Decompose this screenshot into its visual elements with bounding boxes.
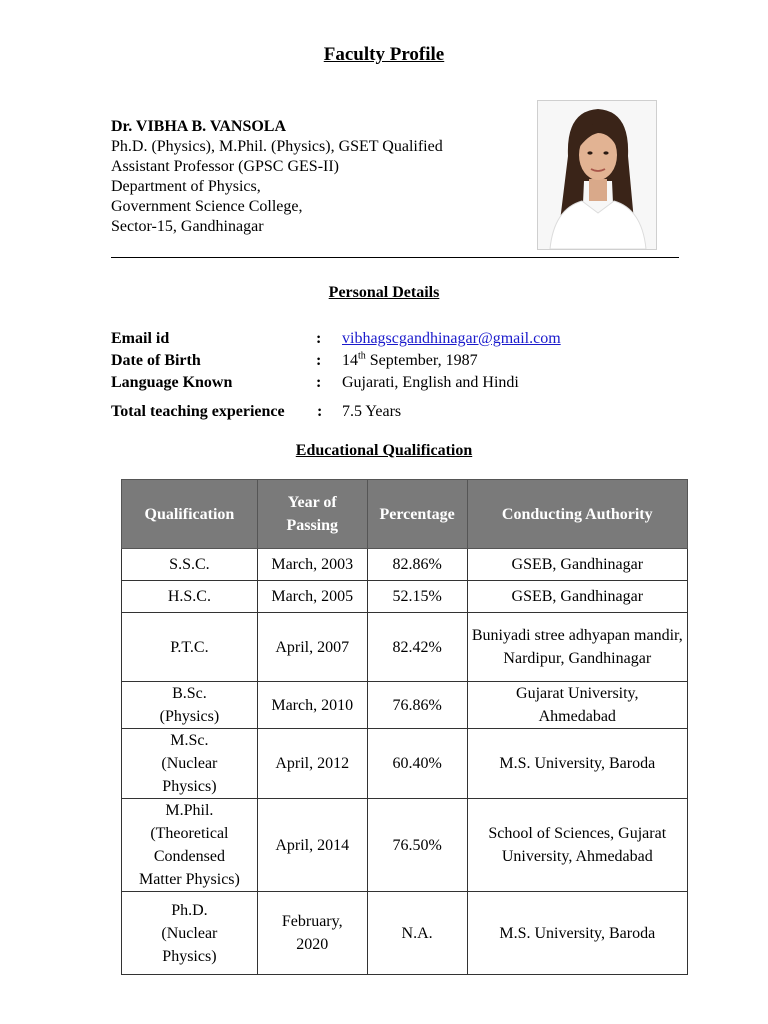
percentage-cell: 82.86% bbox=[367, 549, 467, 581]
profile-header bbox=[111, 117, 443, 237]
table-row bbox=[122, 729, 688, 799]
table-row bbox=[122, 892, 688, 975]
authority-cell: M.S. University, Baroda bbox=[467, 892, 687, 975]
colon: : bbox=[317, 403, 323, 420]
language-label: Language Known bbox=[111, 374, 233, 391]
profile-line: Department of Physics, bbox=[111, 178, 261, 195]
email-value bbox=[342, 329, 561, 349]
table-row bbox=[122, 799, 688, 892]
table-header-row bbox=[122, 480, 688, 549]
table-row bbox=[122, 549, 688, 581]
qualification-cell: B.Sc. (Physics) bbox=[122, 682, 258, 729]
qualification-cell: Ph.D. (Nuclear Physics) bbox=[122, 892, 258, 975]
authority-cell: GSEB, Gandhinagar bbox=[467, 581, 687, 613]
experience-label: Total teaching experience bbox=[111, 403, 285, 420]
profile-line: Ph.D. (Physics), M.Phil. (Physics), GSET Qualified bbox=[111, 138, 443, 155]
experience-value: 7.5 Years bbox=[342, 403, 402, 420]
colon: : bbox=[316, 374, 322, 391]
column-header-percentage: Percentage bbox=[367, 480, 467, 549]
header-divider bbox=[111, 257, 679, 258]
year-cell: April, 2012 bbox=[257, 729, 367, 799]
authority-cell: Buniyadi stree adhyapan mandir, Nardipur, Gandhinagar bbox=[467, 613, 687, 682]
colon: : bbox=[316, 352, 322, 369]
authority-cell: School of Sciences, Gujarat University, Ahmedabad bbox=[467, 799, 687, 892]
percentage-cell: 60.40% bbox=[367, 729, 467, 799]
percentage-cell: 76.50% bbox=[367, 799, 467, 892]
dob-row bbox=[111, 351, 671, 371]
education-table bbox=[121, 479, 688, 975]
dob-day: 14 bbox=[342, 352, 358, 369]
authority-cell: Gujarat University, Ahmedabad bbox=[467, 682, 687, 729]
year-cell: March, 2005 bbox=[257, 581, 367, 613]
column-header-authority: Conducting Authority bbox=[467, 480, 687, 549]
year-cell: April, 2014 bbox=[257, 799, 367, 892]
qualification-cell: H.S.C. bbox=[122, 581, 258, 613]
page-title: Faculty Profile bbox=[323, 44, 445, 65]
profile-line: Government Science College, bbox=[111, 198, 303, 215]
authority-cell: M.S. University, Baroda bbox=[467, 729, 687, 799]
profile-line: Assistant Professor (GPSC GES-II) bbox=[111, 158, 339, 175]
year-cell: March, 2003 bbox=[257, 549, 367, 581]
profile-line: Sector-15, Gandhinagar bbox=[111, 218, 264, 235]
portrait-image bbox=[538, 101, 656, 249]
language-row bbox=[111, 373, 671, 393]
column-header-year: Year of Passing bbox=[257, 480, 367, 549]
percentage-cell: 82.42% bbox=[367, 613, 467, 682]
email-row bbox=[111, 329, 671, 349]
colon: : bbox=[316, 330, 322, 347]
qualification-cell: M.Sc. (Nuclear Physics) bbox=[122, 729, 258, 799]
profile-photo bbox=[537, 100, 657, 250]
education-heading: Educational Qualification bbox=[295, 442, 473, 459]
email-link[interactable]: vibhagscgandhinagar@gmail.com bbox=[342, 330, 561, 347]
qualification-cell: P.T.C. bbox=[122, 613, 258, 682]
dob-value bbox=[342, 351, 478, 371]
personal-details-heading: Personal Details bbox=[328, 284, 440, 301]
experience-row bbox=[111, 402, 671, 422]
percentage-cell: 52.15% bbox=[367, 581, 467, 613]
language-value: Gujarati, English and Hindi bbox=[342, 374, 519, 391]
authority-cell: GSEB, Gandhinagar bbox=[467, 549, 687, 581]
percentage-cell: 76.86% bbox=[367, 682, 467, 729]
year-cell: March, 2010 bbox=[257, 682, 367, 729]
table-row bbox=[122, 682, 688, 729]
table-row bbox=[122, 581, 688, 613]
dob-label: Date of Birth bbox=[111, 352, 201, 369]
column-header-qualification: Qualification bbox=[122, 480, 258, 549]
dob-ordinal: th bbox=[358, 350, 366, 362]
percentage-cell: N.A. bbox=[367, 892, 467, 975]
year-cell: April, 2007 bbox=[257, 613, 367, 682]
table-row bbox=[122, 613, 688, 682]
qualification-cell: M.Phil. (Theoretical Condensed Matter Physics) bbox=[122, 799, 258, 892]
year-cell: February, 2020 bbox=[257, 892, 367, 975]
faculty-name: Dr. VIBHA B. VANSOLA bbox=[111, 118, 287, 135]
qualification-cell: S.S.C. bbox=[122, 549, 258, 581]
dob-month-year: September, 1987 bbox=[365, 352, 478, 369]
email-label: Email id bbox=[111, 330, 170, 347]
